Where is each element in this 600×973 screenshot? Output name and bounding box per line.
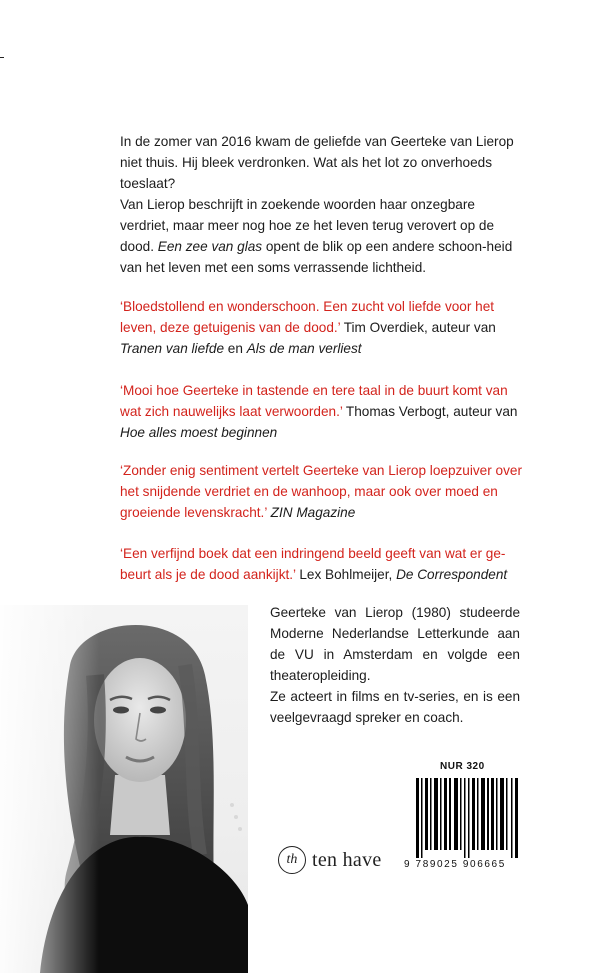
intro-paragraph-1: In de zomer van 2016 kwam de geliefde van Geerteke van Lierop niet thuis. Hij bleek verdronken. Wat als het lot zo onverhoeds toeslaat? [120, 134, 514, 191]
author-photo [0, 605, 248, 973]
quote-source: Thomas Verbogt, auteur van [342, 404, 518, 419]
author-portrait-illustration [0, 605, 248, 973]
review-quote-3 [120, 460, 522, 523]
book-title: Een zee van glas [157, 239, 263, 254]
review-quote-1 [120, 296, 522, 359]
intro-text-end: opent de blik op een andere schoon-heid van het leven met een soms verrassende lichtheid. [120, 239, 513, 275]
bio-paragraph-2: Ze acteert in films en tv-series, en is een veelgevraagd spreker en coach. [270, 689, 520, 725]
intro-text: Van Lierop beschrijft in zoekende woorden haar onzegbare verdriet, maar meer nog hoe ze het leven terug verovert op de dood. [120, 197, 495, 254]
crop-mark-top-left [0, 57, 4, 58]
quote-joiner: en [224, 341, 247, 356]
nur-code: NUR 320 [440, 761, 485, 772]
bio-paragraph-1: Geerteke van Lierop (1980) studeerde Moderne Nederlandse Letterkunde aan de VU in Amsterdam en volgde een theateropleiding. [270, 605, 520, 683]
quote-source: Tim Overdiek, auteur van [340, 320, 496, 335]
quote-text: ‘Zonder enig sentiment vertelt Geerteke van Lierop loepzuiver over het snijdende verdriet en de wanhoop, maar ook over moed en groeiende levenskracht.’ [120, 463, 522, 520]
quote-text: ‘Mooi hoe Geerteke in tastende en tere taal in de buurt komt van wat zich nauwelijks laat verwoorden.’ [120, 383, 508, 419]
quote-source: ZIN Magazine [270, 505, 356, 520]
quote-book: Hoe alles moest beginnen [120, 425, 278, 440]
quote-book: Tranen van liefde [120, 341, 225, 356]
review-quote-4 [120, 543, 522, 585]
quote-text: ‘Bloedstollend en wonderschoon. Een zucht vol liefde voor het leven, deze getuigenis van de dood.’ [120, 299, 495, 335]
review-quote-2 [120, 380, 522, 443]
barcode [416, 778, 518, 858]
publisher-name: ten have [312, 848, 382, 871]
author-bio [270, 602, 520, 728]
quote-text: ‘Een verfijnd boek dat een indringend beeld geeft van wat er ge-beurt als je de dood aankijkt.’ [120, 546, 506, 582]
intro-paragraph-2 [120, 194, 520, 278]
publisher-mark-icon: th [278, 846, 306, 874]
quote-book: De Correspondent [396, 567, 508, 582]
quote-source: Lex Bohlmeijer, [295, 567, 397, 582]
blurb-intro [120, 131, 520, 278]
isbn-digits: 9 789025 906665 [404, 859, 506, 870]
quote-book-2: Als de man verliest [246, 341, 362, 356]
publisher-logo [278, 846, 382, 874]
